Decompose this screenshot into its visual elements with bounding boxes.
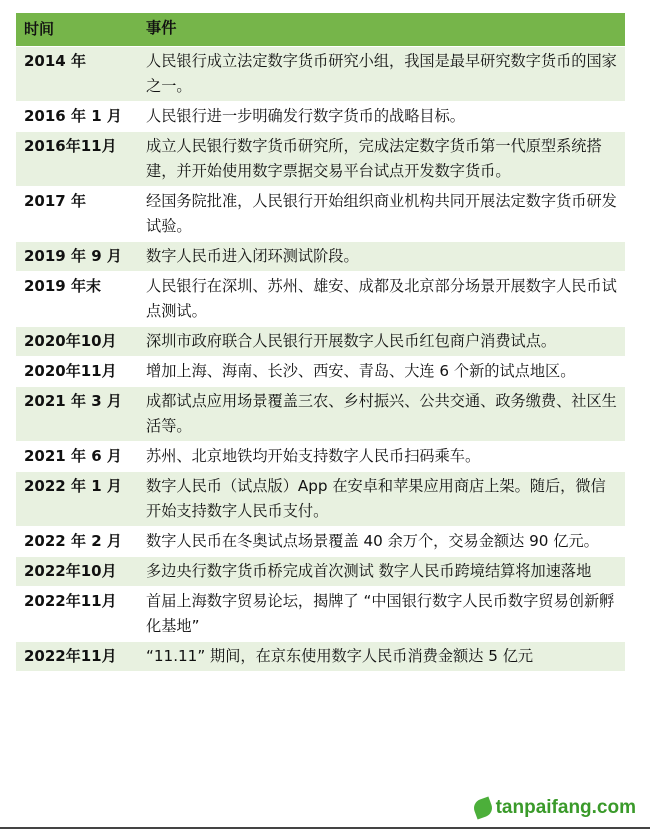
table-row [16, 47, 625, 102]
table-row [16, 472, 625, 527]
header-event: 事件 [146, 19, 177, 37]
table-row [16, 642, 625, 672]
row-time: 2022 年 1 月 [24, 477, 122, 495]
row-time: 2016 年 1 月 [24, 107, 122, 125]
table-row [16, 327, 625, 357]
row-time: 2022 年 2 月 [24, 532, 122, 550]
row-time: 2022年11月 [24, 647, 117, 665]
table-header [16, 13, 625, 47]
row-event: 深圳市政府联合人民银行开展数字人民币红包商户消费试点。 [146, 332, 557, 350]
row-event: 首届上海数字贸易论坛，揭牌了 “中国银行数字人民币数字贸易创新孵化基地” [146, 592, 615, 635]
row-time: 2014 年 [24, 52, 86, 70]
row-event: 经国务院批准，人民银行开始组织商业机构共同开展法定数字货币研发试验。 [146, 192, 617, 235]
watermark-text: tanpaifang.com [495, 797, 636, 818]
table-row [16, 527, 625, 557]
table-row [16, 242, 625, 272]
row-event: 苏州、北京地铁均开始支持数字人民币扫码乘车。 [146, 447, 481, 465]
row-time: 2019 年 9 月 [24, 247, 122, 265]
row-event: 成都试点应用场景覆盖三农、乡村振兴、公共交通、政务缴费、社区生活等。 [146, 392, 617, 435]
header-time: 时间 [24, 20, 55, 38]
table-row [16, 557, 625, 587]
row-time: 2021 年 6 月 [24, 447, 122, 465]
table-row [16, 387, 625, 442]
row-time: 2020年11月 [24, 362, 117, 380]
row-event: 成立人民银行数字货币研究所，完成法定数字货币第一代原型系统搭建，并开始使用数字票据交易平台试点开发数字货币。 [146, 137, 602, 180]
row-event: 数字人民币（试点版）App 在安卓和苹果应用商店上架。随后，微信开始支持数字人民币支付。 [146, 477, 606, 520]
leaf-icon [471, 796, 494, 819]
row-event: 人民银行在深圳、苏州、雄安、成都及北京部分场景开展数字人民币试点测试。 [146, 277, 617, 320]
row-time: 2022年11月 [24, 592, 117, 610]
row-event: 增加上海、海南、长沙、西安、青岛、大连 6 个新的试点地区。 [146, 362, 576, 380]
row-time: 2021 年 3 月 [24, 392, 122, 410]
table-row [16, 187, 625, 242]
table-row [16, 272, 625, 327]
table-row [16, 587, 625, 642]
table-row [16, 102, 625, 132]
event-timeline-table [16, 13, 625, 672]
row-time: 2020年10月 [24, 332, 117, 350]
row-event: 数字人民币进入闭环测试阶段。 [146, 247, 359, 265]
row-time: 2017 年 [24, 192, 86, 210]
row-event: 人民银行进一步明确发行数字货币的战略目标。 [146, 107, 465, 125]
table-row [16, 357, 625, 387]
table-row [16, 442, 625, 472]
row-event: 数字人民币在冬奥试点场景覆盖 40 余万个，交易金额达 90 亿元。 [146, 532, 599, 550]
row-event: “11.11” 期间，在京东使用数字人民币消费金额达 5 亿元 [146, 647, 534, 665]
row-time: 2019 年末 [24, 277, 101, 295]
row-time: 2022年10月 [24, 562, 117, 580]
row-time: 2016年11月 [24, 137, 117, 155]
watermark [474, 797, 636, 819]
table-row [16, 132, 625, 187]
row-event: 多边央行数字货币桥完成首次测试 数字人民币跨境结算将加速落地 [146, 562, 592, 580]
row-event: 人民银行成立法定数字货币研究小组，我国是最早研究数字货币的国家之一。 [146, 52, 617, 95]
